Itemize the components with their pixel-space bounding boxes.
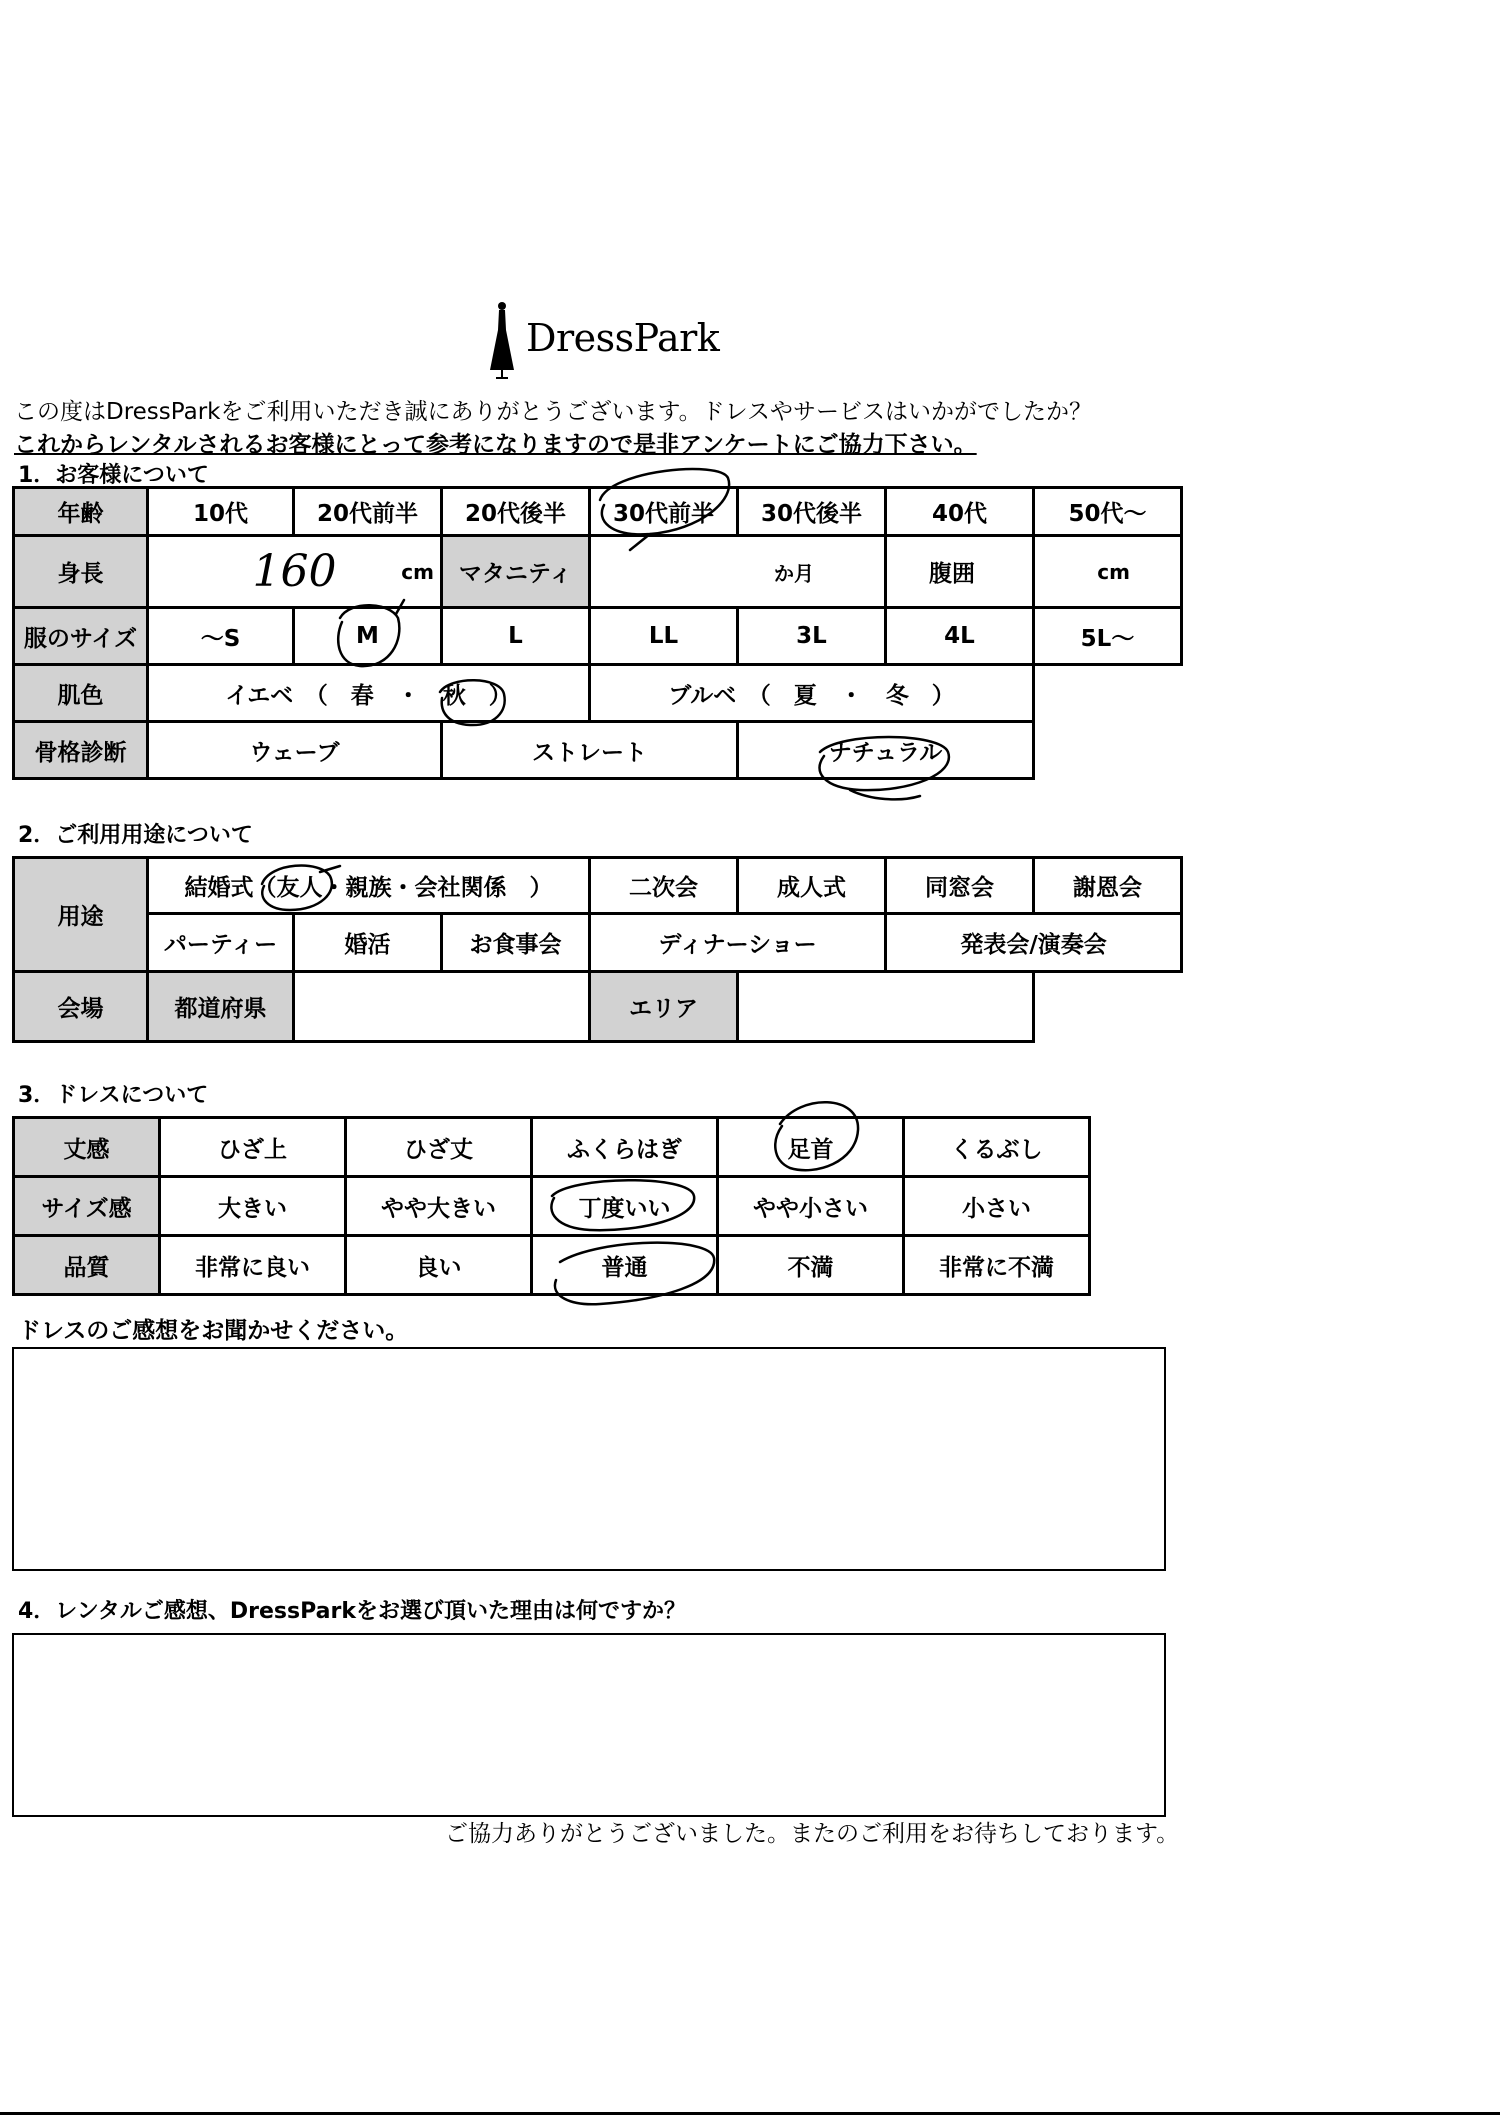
- size-label: 服のサイズ: [14, 608, 148, 665]
- length-row: [14, 1118, 1090, 1177]
- height-value: 160: [252, 546, 337, 597]
- size-option[interactable]: 5L～: [1034, 608, 1182, 665]
- quality-option[interactable]: 非常に良い: [160, 1236, 346, 1295]
- skin-ie-prefix: イエベ （: [225, 682, 351, 709]
- quality-label: 品質: [14, 1236, 160, 1295]
- age-option[interactable]: 50代～: [1034, 488, 1182, 536]
- fit-option[interactable]: やや大きい: [346, 1177, 532, 1236]
- height-label: 身長: [14, 536, 148, 608]
- wedding-option[interactable]: [148, 858, 590, 914]
- skin-blue-option[interactable]: ブルベ （ 夏 ・ 冬 ）: [590, 665, 1034, 722]
- skin-ie-suffix: ）: [465, 682, 512, 709]
- age-row: [14, 488, 1182, 536]
- dress-impression-textbox[interactable]: [12, 1347, 1166, 1571]
- size-option[interactable]: LL: [590, 608, 738, 665]
- quality-option[interactable]: 良い: [346, 1236, 532, 1295]
- frame-option[interactable]: ナチュラル: [738, 722, 1034, 779]
- logo-text: DressPark: [526, 316, 720, 360]
- usage-option[interactable]: 成人式: [738, 858, 886, 914]
- usage-option[interactable]: 発表会/演奏会: [886, 914, 1182, 972]
- fit-option[interactable]: 丁度いい: [532, 1177, 718, 1236]
- skin-ie-sep: ・: [373, 682, 443, 709]
- rental-reason-textbox[interactable]: [12, 1633, 1166, 1817]
- size-row: [14, 608, 1182, 665]
- height-field[interactable]: [148, 536, 442, 608]
- fit-option[interactable]: 大きい: [160, 1177, 346, 1236]
- age-option[interactable]: 40代: [886, 488, 1034, 536]
- months-unit: か月: [774, 561, 814, 585]
- length-option[interactable]: 足首: [718, 1118, 904, 1177]
- usage-option[interactable]: 二次会: [590, 858, 738, 914]
- wedding-prefix: 結婚式（: [184, 875, 277, 901]
- section-3-title: 3．ドレスについて: [18, 1083, 209, 1108]
- skin-ie-autumn: 秋: [442, 682, 466, 709]
- usage-table: [12, 856, 1183, 1043]
- height-row: [14, 536, 1182, 608]
- age-option[interactable]: 30代前半: [590, 488, 738, 536]
- wedding-rest: ・親族・会社関係 ）: [322, 875, 553, 901]
- skin-yellow-option[interactable]: [148, 665, 590, 722]
- quality-row: [14, 1236, 1090, 1295]
- usage-row-2: [14, 914, 1182, 972]
- prefecture-field[interactable]: [294, 972, 590, 1042]
- fit-row: [14, 1177, 1090, 1236]
- frame-option[interactable]: ウェーブ: [148, 722, 442, 779]
- usage-option[interactable]: 同窓会: [886, 858, 1034, 914]
- usage-option[interactable]: 謝恩会: [1034, 858, 1182, 914]
- skin-spacer: [1034, 665, 1182, 722]
- quality-option[interactable]: 不満: [718, 1236, 904, 1295]
- length-option[interactable]: くるぶし: [904, 1118, 1090, 1177]
- age-option[interactable]: 30代後半: [738, 488, 886, 536]
- age-option[interactable]: 20代前半: [294, 488, 442, 536]
- size-option[interactable]: 4L: [886, 608, 1034, 665]
- fit-option[interactable]: 小さい: [904, 1177, 1090, 1236]
- size-option[interactable]: 3L: [738, 608, 886, 665]
- length-option[interactable]: ひざ上: [160, 1118, 346, 1177]
- skin-ie-spring: 春: [350, 682, 374, 709]
- age-label: 年齢: [14, 488, 148, 536]
- waist-unit: cm: [1097, 559, 1130, 584]
- venue-spacer: [1034, 972, 1182, 1042]
- fit-label: サイズ感: [14, 1177, 160, 1236]
- quality-option[interactable]: 普通: [532, 1236, 718, 1295]
- length-label: 丈感: [14, 1118, 160, 1177]
- impression-prompt: ドレスのご感想をお聞かせください。: [18, 1318, 409, 1344]
- section-1-title: 1．お客様について: [18, 463, 209, 488]
- age-option[interactable]: 10代: [148, 488, 294, 536]
- size-option[interactable]: L: [442, 608, 590, 665]
- size-option[interactable]: ～S: [148, 608, 294, 665]
- quality-option[interactable]: 非常に不満: [904, 1236, 1090, 1295]
- area-label: エリア: [590, 972, 738, 1042]
- wedding-friend[interactable]: 友人: [276, 875, 323, 901]
- frame-label: 骨格診断: [14, 722, 148, 779]
- prefecture-label: 都道府県: [148, 972, 294, 1042]
- footer-rule: [0, 2112, 1500, 2115]
- usage-option[interactable]: ディナーショー: [590, 914, 886, 972]
- intro-line-2: これからレンタルされるお客様にとって参考になりますので是非アンケートにご協力下さい。: [14, 432, 977, 458]
- closing-message: ご協力ありがとうございました。またのご利用をお待ちしております。: [445, 1821, 1180, 1847]
- venue-row: [14, 972, 1182, 1042]
- usage-option[interactable]: 婚活: [294, 914, 442, 972]
- waist-label: 腹囲: [886, 536, 1034, 608]
- frame-option[interactable]: ストレート: [442, 722, 738, 779]
- frame-spacer: [1034, 722, 1182, 779]
- height-unit: cm: [401, 559, 434, 584]
- usage-row-1: [14, 858, 1182, 914]
- section-4-title: 4．レンタルご感想、DressParkをお選び頂いた理由は何ですか？: [18, 1599, 686, 1624]
- section-2-title: 2．ご利用用途について: [18, 823, 253, 848]
- length-option[interactable]: ふくらはぎ: [532, 1118, 718, 1177]
- waist-field[interactable]: [1034, 536, 1182, 608]
- dress-icon: [482, 300, 522, 380]
- age-option[interactable]: 20代後半: [442, 488, 590, 536]
- dresspark-logo: [482, 300, 722, 380]
- usage-label: 用途: [14, 858, 148, 972]
- dress-table: [12, 1116, 1091, 1296]
- venue-label: 会場: [14, 972, 148, 1042]
- maternity-label: マタニティ: [442, 536, 590, 608]
- skin-row: [14, 665, 1182, 722]
- length-option[interactable]: ひざ丈: [346, 1118, 532, 1177]
- skin-label: 肌色: [14, 665, 148, 722]
- customer-table: [12, 486, 1183, 780]
- fit-option[interactable]: やや小さい: [718, 1177, 904, 1236]
- size-option[interactable]: M: [294, 608, 442, 665]
- intro-line-1: この度はDressParkをご利用いただき誠にありがとうございます。ドレスやサービスはいかがでしたか？: [14, 399, 1092, 425]
- usage-option[interactable]: パーティー: [148, 914, 294, 972]
- maternity-months-field[interactable]: [590, 536, 886, 608]
- usage-option[interactable]: お食事会: [442, 914, 590, 972]
- frame-row: [14, 722, 1182, 779]
- area-field[interactable]: [738, 972, 1034, 1042]
